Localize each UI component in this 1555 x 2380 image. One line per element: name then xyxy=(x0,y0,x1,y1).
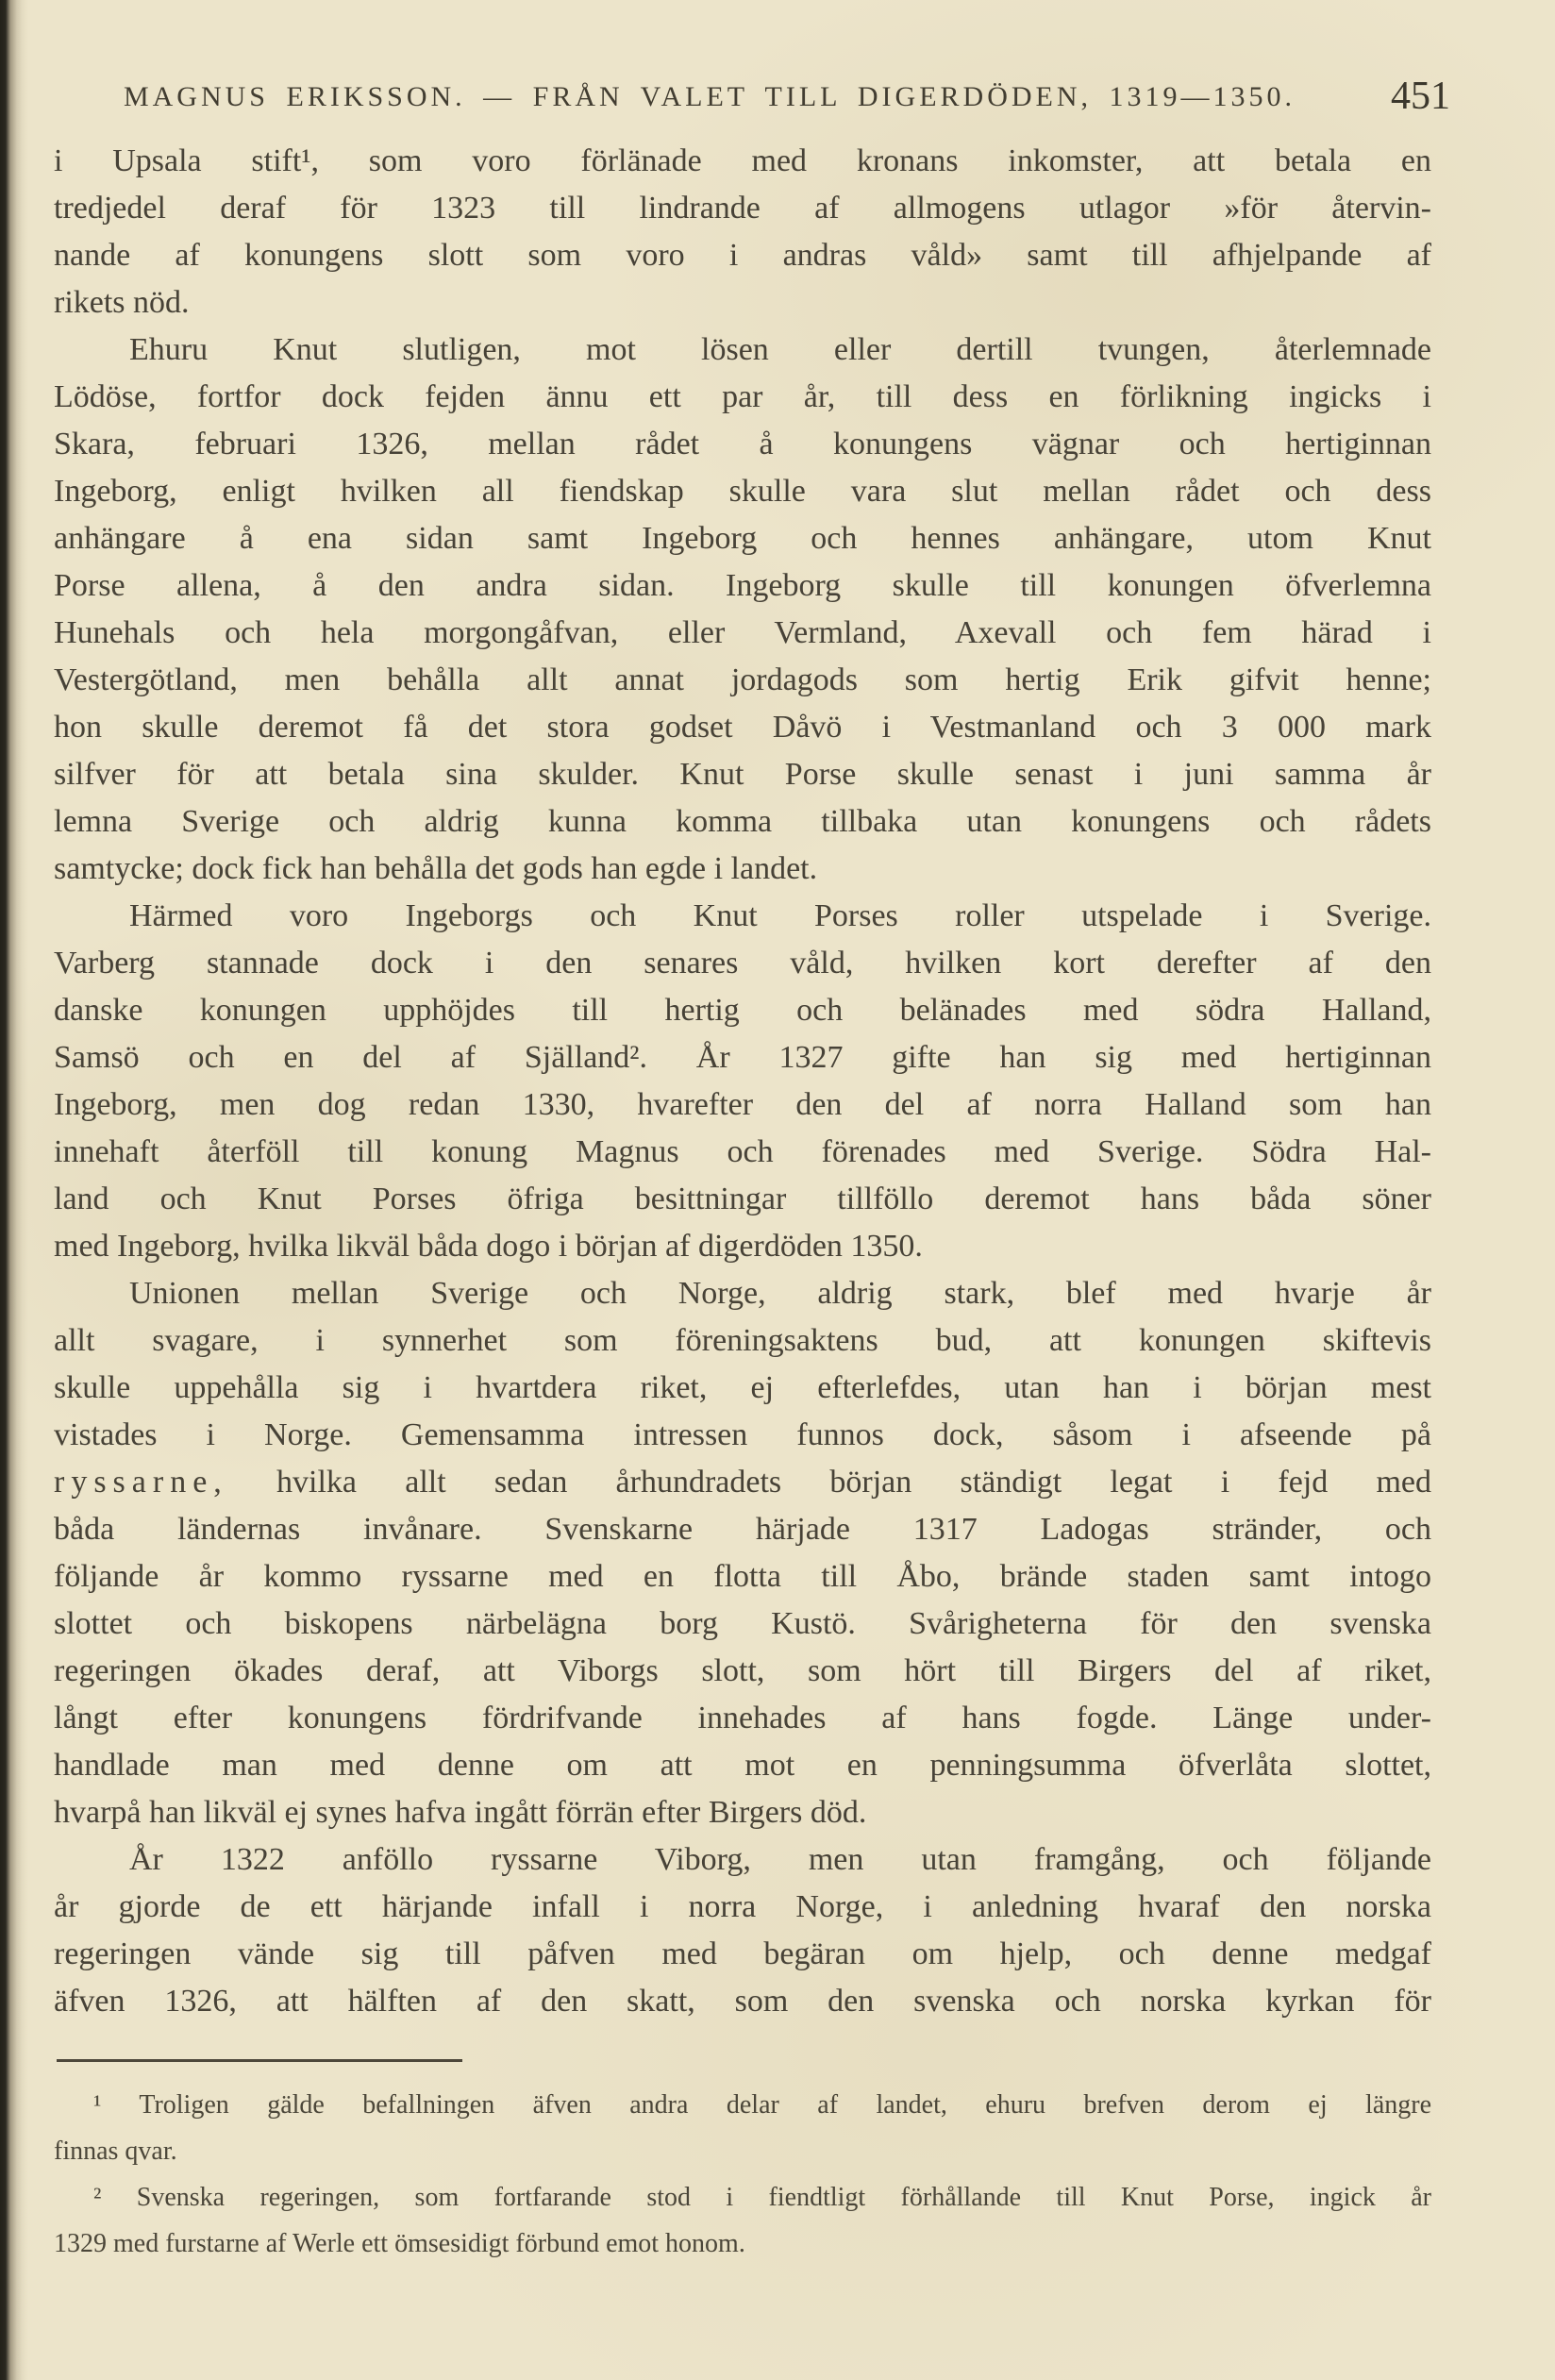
text-line: land och Knut Porses öfriga besittningar tillföllo deremot hans båda söner xyxy=(54,1182,1431,1216)
body-text xyxy=(54,138,1431,2025)
text-line: År 1322 anföllo ryssarne Viborg, men utan framgång, och följande xyxy=(129,1842,1431,1877)
text-line: rikets nöd. xyxy=(54,285,190,320)
paragraph xyxy=(54,2174,1431,2267)
text-line: Lödöse, fortfor dock fejden ännu ett par år, till dess en förlikning ingicks i xyxy=(54,379,1431,414)
text-line: handlade man med denne om att mot en penningsumma öfverlåta slottet, xyxy=(54,1748,1431,1783)
text-line: långt efter konungens fördrifvande innehades af hans fogde. Länge under- xyxy=(54,1701,1431,1735)
paragraph xyxy=(54,1270,1431,1836)
text-line: silfver för att betala sina skulder. Knut Porse skulle senast i juni samma år xyxy=(54,757,1431,792)
text-line: Ingeborg, men dog redan 1330, hvarefter den del af norra Halland som han xyxy=(54,1087,1431,1122)
text-line: Vestergötland, men behålla allt annat jordagods som hertig Erik gifvit henne; xyxy=(54,662,1431,697)
text-line: skulle uppehålla sig i hvartdera riket, ej efterlefdes, utan han i början mest xyxy=(54,1370,1431,1405)
text-line: slottet och biskopens närbelägna borg Kustö. Svårigheterna för den svenska xyxy=(54,1606,1431,1641)
footnotes xyxy=(54,2082,1431,2267)
text-line: hvarpå han likväl ej synes hafva ingått förrän efter Birgers död. xyxy=(54,1795,867,1830)
text-line: danske konungen upphöjdes till hertig och belänades med södra Halland, xyxy=(54,993,1431,1028)
text-line: regeringen ökades deraf, att Viborgs slott, som hört till Birgers del af riket, xyxy=(54,1653,1431,1688)
running-header xyxy=(54,75,1450,126)
text-line: Hunehals och hela morgongåfvan, eller Vermland, Axevall och fem härad i xyxy=(54,615,1431,650)
page-header-title: MAGNUS ERIKSSON. — FRÅN VALET TILL DIGERDÖDEN, 1319—1350. xyxy=(123,81,1296,112)
text-line: finnas qvar. xyxy=(54,2137,177,2166)
page-gutter-shadow xyxy=(0,0,28,2380)
text-line: tredjedel deraf för 1323 till lindrande af allmogens utlagor »för återvin- xyxy=(54,191,1431,226)
text-line: Ingeborg, enligt hvilken all fiendskap skulle vara slut mellan rådet och dess xyxy=(54,474,1431,509)
text-line: innehaft återföll till konung Magnus och förenades med Sverige. Södra Hal- xyxy=(54,1134,1431,1169)
paragraph xyxy=(54,893,1431,1270)
text-line: Härmed voro Ingeborgs och Knut Porses roller utspelade i Sverige. xyxy=(129,898,1431,933)
text-line: Samsö och en del af Själland². År 1327 gifte han sig med hertiginnan xyxy=(54,1040,1431,1075)
text-line: med Ingeborg, hvilka likväl båda dogo i början af digerdöden 1350. xyxy=(54,1229,923,1264)
text-line: allt svagare, i synnerhet som föreningsaktens bud, att konungen skiftevis xyxy=(54,1323,1431,1358)
text-line: vistades i Norge. Gemensamma intressen funnos dock, såsom i afseende på xyxy=(54,1417,1431,1452)
paragraph xyxy=(54,1836,1431,2025)
text-line xyxy=(54,1459,1431,1506)
text-line: nande af konungens slott som voro i andras våld» samt till afhjelpande af xyxy=(54,238,1431,273)
text-line: Porse allena, å den andra sidan. Ingeborg skulle till konungen öfverlemna xyxy=(54,568,1431,603)
page-number: 451 xyxy=(1391,75,1450,118)
text-line: Ehuru Knut slutligen, mot lösen eller dertill tvungen, återlemnade xyxy=(129,332,1431,367)
emphasized-word: ryssarne, xyxy=(54,1465,228,1500)
paragraph xyxy=(54,2082,1431,2174)
text-line: äfven 1326, att hälften af den skatt, som den svenska och norska kyrkan för xyxy=(54,1984,1431,2019)
text-line: 1329 med furstarne af Werle ett ömsesidigt förbund emot honom. xyxy=(54,2229,745,2258)
text-line: regeringen vände sig till påfven med begäran om hjelp, och denne medgaf xyxy=(54,1936,1431,1971)
text-line: följande år kommo ryssarne med en flotta till Åbo, brände staden samt intogo xyxy=(54,1559,1431,1594)
text-line: år gjorde de ett härjande infall i norra Norge, i anledning hvaraf den norska xyxy=(54,1889,1431,1924)
text-line: båda ländernas invånare. Svenskarne härjade 1317 Ladogas stränder, och xyxy=(54,1512,1431,1547)
paragraph xyxy=(54,138,1431,327)
text-line: Unionen mellan Sverige och Norge, aldrig stark, blef med hvarje år xyxy=(129,1276,1431,1311)
text-line: Skara, februari 1326, mellan rådet å konungens vägnar och hertiginnan xyxy=(54,427,1431,461)
text-line: ¹ Troligen gälde befallningen äfven andra delar af landet, ehuru brefven derom ej längre xyxy=(93,2090,1431,2120)
text-line: samtycke; dock fick han behålla det gods han egde i landet. xyxy=(54,851,818,886)
text-line: lemna Sverige och aldrig kunna komma tillbaka utan konungens och rådets xyxy=(54,804,1431,839)
text-span: hvilka allt sedan århundradets början ständigt legat i fejd med xyxy=(227,1465,1431,1500)
text-line: i Upsala stift¹, som voro förlänade med kronans inkomster, att betala en xyxy=(54,143,1431,178)
paragraph xyxy=(54,327,1431,893)
text-line: Varberg stannade dock i den senares våld, hvilken kort derefter af den xyxy=(54,946,1431,980)
text-line: hon skulle deremot få det stora godset Dåvö i Vestmanland och 3 000 mark xyxy=(54,710,1431,745)
text-line: ² Svenska regeringen, som fortfarande stod i fiendtligt förhållande till Knut Porse, ingick år xyxy=(93,2183,1431,2212)
text-line: anhängare å ena sidan samt Ingeborg och hennes anhängare, utom Knut xyxy=(54,521,1431,556)
footnote-separator-rule xyxy=(57,2059,462,2062)
